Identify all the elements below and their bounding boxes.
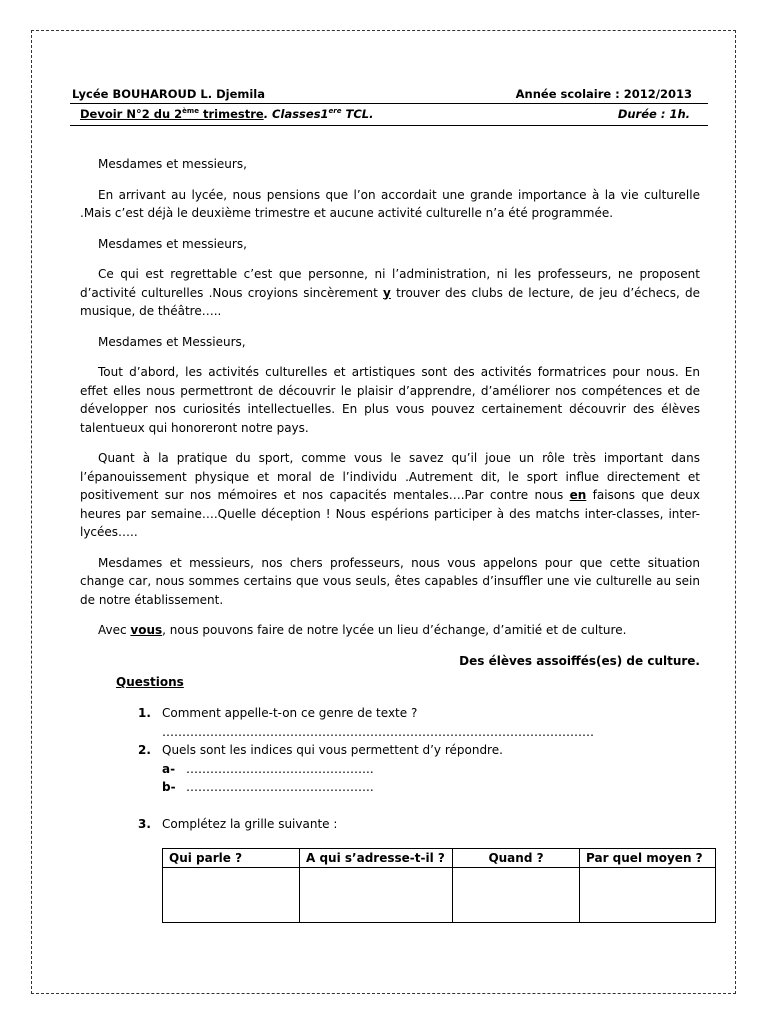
paragraph: Ce qui est regrettable c’est que personne, ni l’administration, ni les professeurs, ne proposent d’activité culturelles .Nous croyions sincèrement y trouver des clubs de lecture, de jeu d’échecs, de musique, de théâtre….. xyxy=(80,267,701,318)
paragraph: Quant à la pratique du sport, comme vous le savez qu’il joue un rôle très important dans l’épanouissement physique et moral de l’individu .Autrement dit, le sport influe directement et positivement sur nos mémoires et nos capacités mentales….Par contre nous en faisons que deux heures par semaine….Quelle déception ! Nous espérions participer à des matchs inter-classes, inter-lycées….. xyxy=(80,451,700,539)
grid-cell xyxy=(580,868,716,923)
answer-a: a- ……………………………………….. xyxy=(162,761,374,776)
signature: Des élèves assoiffés(es) de culture. xyxy=(459,653,700,668)
paragraph: Mesdames et messieurs, nos chers professeurs, nous vous appelons pour que cette situation change car, nous sommes certains que vous seuls, êtes capables d’insuffler une vie culturelle au sein de notre établissement. xyxy=(80,555,700,607)
answer-b: b- ……………………………………….. xyxy=(162,780,374,794)
grid-header: Qui parle ? xyxy=(163,849,300,868)
header-row-1 xyxy=(72,87,692,101)
exam-duration: Durée : 1h. xyxy=(617,107,690,121)
grid-cell xyxy=(163,868,300,923)
grid-header: Quand ? xyxy=(453,849,580,868)
question-3: 3. Complétez la grille suivante : xyxy=(138,816,338,831)
question-2: 2. Quels sont les indices qui vous permettent d’y répondre. a- ……………………………………….. b- ……………………………………….. xyxy=(138,741,698,797)
school-name: Lycée BOUHAROUD L. Djemila xyxy=(72,87,266,101)
questions-title: Questions xyxy=(116,675,184,689)
grid-header: Par quel moyen ? xyxy=(580,849,716,868)
header-row-2 xyxy=(80,107,690,121)
exam-title: Devoir N°2 du 2ème trimestre. Classes1ere TCL. xyxy=(80,107,374,121)
grid-header: A qui s’adresse-t-il ? xyxy=(300,849,453,868)
paragraph: Avec vous, nous pouvons faire de notre lycée un lieu d’échange, d’amitié et de culture. xyxy=(98,623,627,637)
answer-line: ……………………………………………………………………………………………… xyxy=(162,724,594,739)
header-rule-bottom xyxy=(70,125,708,126)
grid-cell xyxy=(453,868,580,923)
paragraph: En arrivant au lycée, nous pensions que l’on accordait une grande importance à la vie culturelle .Mais c’est déjà le deuxième trimestre et aucune activité culturelle n’a été programmée. xyxy=(80,187,700,220)
letter-text xyxy=(80,155,700,682)
salutation: Mesdames et Messieurs, xyxy=(98,334,246,349)
grid-cell xyxy=(300,868,453,923)
answer-grid xyxy=(162,848,716,923)
salutation: Mesdames et messieurs, xyxy=(98,157,247,171)
paragraph: Tout d’abord, les activités culturelles et artistiques sont des activités formatrices pour nous. En effet elles nous permettront de découvrir le plaisir d’apprendre, d’améliorer nos compétences et de développer nos curiosités intellectuelles. En plus vous pouvez certainement découvrir des élèves talentueux qui honoreront notre pays. xyxy=(80,365,700,435)
school-year: Année scolaire : 2012/2013 xyxy=(515,87,692,101)
salutation: Mesdames et messieurs, xyxy=(98,236,247,251)
header-rule-top xyxy=(70,103,708,104)
questions-list xyxy=(138,704,698,833)
question-1: 1. Comment appelle-t-on ce genre de texte ? ……………………………………………………………………………………………… xyxy=(138,704,698,741)
